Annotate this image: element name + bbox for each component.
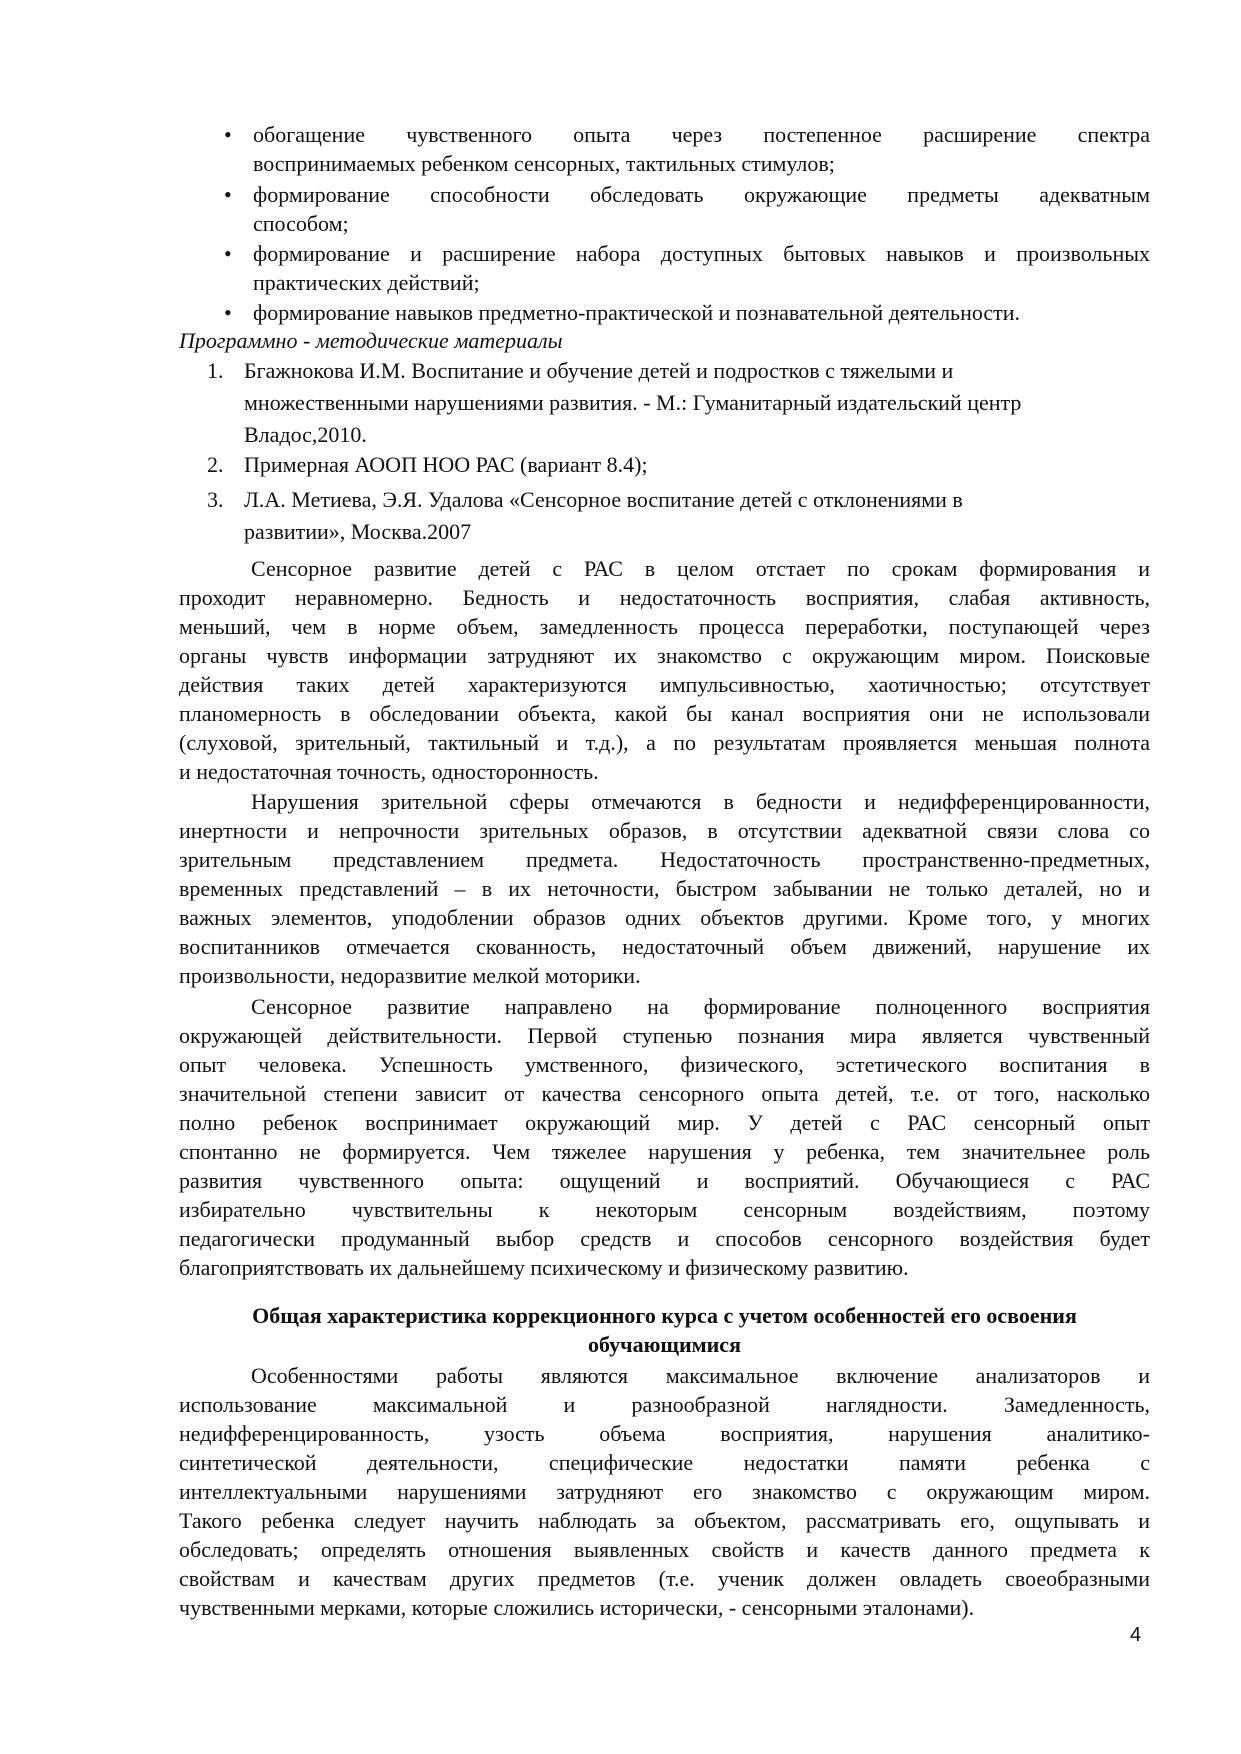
text-line: действия таких детей характеризуются импульсивностью, хаотичностью; отсутствует [179,672,1150,697]
section-heading [179,1301,1150,1359]
text-line: практических действий; [253,270,480,295]
text-line: воспринимаемых ребенком сенсорных, тактильных стимулов; [253,151,835,176]
text-line: благоприятствовать их дальнейшему психическому и физическому развитию. [179,1255,909,1280]
text-line: зрительным представлением предмета. Недостаточность пространственно-предметных, [179,847,1150,872]
text-line: развитии», Москва.2007 [244,519,472,544]
section-heading-line: обучающимися [588,1332,741,1357]
page-number: 4 [1130,1624,1142,1646]
materials-heading: Программно - методические материалы [179,328,563,353]
text-line: Особенностями работы являются максимальное включение анализаторов и [251,1363,1150,1388]
text-line: важных элементов, уподоблении образов одних объектов другими. Кроме того, у многих [179,905,1150,930]
item-number: 3. [207,487,224,512]
text-line: множественными нарушениями развития. - М.: Гуманитарный издательский центр [244,390,1022,415]
paragraph [179,787,1150,990]
paragraph [179,1361,1150,1622]
text-line: формирование и расширение набора доступных бытовых навыков и произвольных [253,241,1150,266]
bullet-icon: • [224,300,232,325]
text-line: проходит неравномерно. Бедность и недостаточность восприятия, слабая активность, [179,585,1150,610]
bullet-icon: • [224,182,232,207]
paragraph [179,554,1150,786]
section-heading-line: Общая характеристика коррекционного курса с учетом особенностей его освоения [252,1303,1077,1328]
text-line: использование максимальной и разнообразной наглядности. Замедленность, [179,1392,1150,1417]
bullet-text [253,298,1150,327]
text-line: временных представлений – в их неточности, быстром забывании не только деталей, но и [179,876,1150,901]
text-line: формирование навыков предметно-практической и познавательной деятельности. [253,300,1021,325]
text-line: инертности и непрочности зрительных образов, в отсутствии адекватной связи слова со [179,818,1150,843]
text-line: недифференцированность, узость объема восприятия, нарушения аналитико- [179,1421,1150,1446]
text-line: свойствам и качествам других предметов (т.е. ученик должен овладеть своеобразными [179,1566,1150,1591]
text-line: (слуховой, зрительный, тактильный и т.д.), а по результатам проявляется меньшая полнота [179,730,1150,755]
bullet-text [253,120,1150,178]
text-line: меньший, чем в норме объем, замедленность процесса переработки, поступающей через [179,614,1150,639]
text-line: спонтанно не формируется. Чем тяжелее нарушения у ребенка, тем значительнее роль [179,1139,1150,1164]
bullet-icon: • [224,241,232,266]
text-line: и недостаточная точность, односторонность. [179,759,599,784]
text-line: Владос,2010. [244,422,367,447]
bullet-text [253,180,1150,238]
item-number: 2. [207,452,224,477]
item-text [244,356,1150,452]
text-line: обогащение чувственного опыта через постепенное расширение спектра [253,122,1150,147]
text-line: окружающей действительности. Первой ступенью познания мира является чувственный [179,1023,1150,1048]
text-line: Сенсорное развитие направлено на формирование полноценного восприятия [251,994,1150,1019]
text-line: Такого ребенка следует научить наблюдать за объектом, рассматривать его, ощупывать и [179,1508,1150,1533]
text-line: чувственными мерками, которые сложились исторически, - сенсорными эталонами). [179,1595,975,1620]
text-line: планомерность в обследовании объекта, какой бы канал восприятия они не использовали [179,701,1150,726]
text-line: воспитанников отмечается скованность, недостаточный объем движений, нарушение их [179,934,1150,959]
bullet-text [253,239,1150,297]
text-line: Сенсорное развитие детей с РАС в целом отстает по срокам формирования и [251,556,1150,581]
text-line: педагогически продуманный выбор средств и способов сенсорного воздействия будет [179,1226,1150,1251]
text-line: избирательно чувствительны к некоторым сенсорным воздействиям, поэтому [179,1197,1150,1222]
text-line: Примерная АООП НОО РАС (вариант 8.4); [244,452,648,477]
text-line: обследовать; определять отношения выявленных свойств и качеств данного предмета к [179,1537,1150,1562]
item-text [244,450,1150,482]
text-line: произвольности, недоразвитие мелкой моторики. [179,963,641,988]
item-text [244,485,1150,549]
text-line: Нарушения зрительной сферы отмечаются в бедности и недифференцированности, [251,789,1150,814]
text-line: Бгажнокова И.М. Воспитание и обучение детей и подростков с тяжелыми и [244,358,954,383]
text-line: органы чувств информации затрудняют их знакомство с окружающим миром. Поисковые [179,643,1150,668]
text-line: синтетической деятельности, специфические недостатки памяти ребенка с [179,1450,1150,1475]
text-line: формирование способности обследовать окружающие предметы адекватным [253,182,1150,207]
item-number: 1. [207,358,224,383]
text-line: Л.А. Метиева, Э.Я. Удалова «Сенсорное воспитание детей с отклонениями в [244,487,963,512]
text-line: значительной степени зависит от качества сенсорного опыта детей, т.е. от того, насколько [179,1081,1150,1106]
text-line: полно ребенок воспринимает окружающий мир. У детей с РАС сенсорный опыт [179,1110,1150,1135]
paragraph [179,992,1150,1282]
text-line: способом; [253,211,349,236]
text-line: интеллектуальными нарушениями затрудняют его знакомство с окружающим миром. [179,1479,1150,1504]
bullet-icon: • [224,122,232,147]
text-line: опыт человека. Успешность умственного, физического, эстетического воспитания в [179,1052,1150,1077]
text-line: развития чувственного опыта: ощущений и восприятий. Обучающиеся с РАС [179,1168,1150,1193]
